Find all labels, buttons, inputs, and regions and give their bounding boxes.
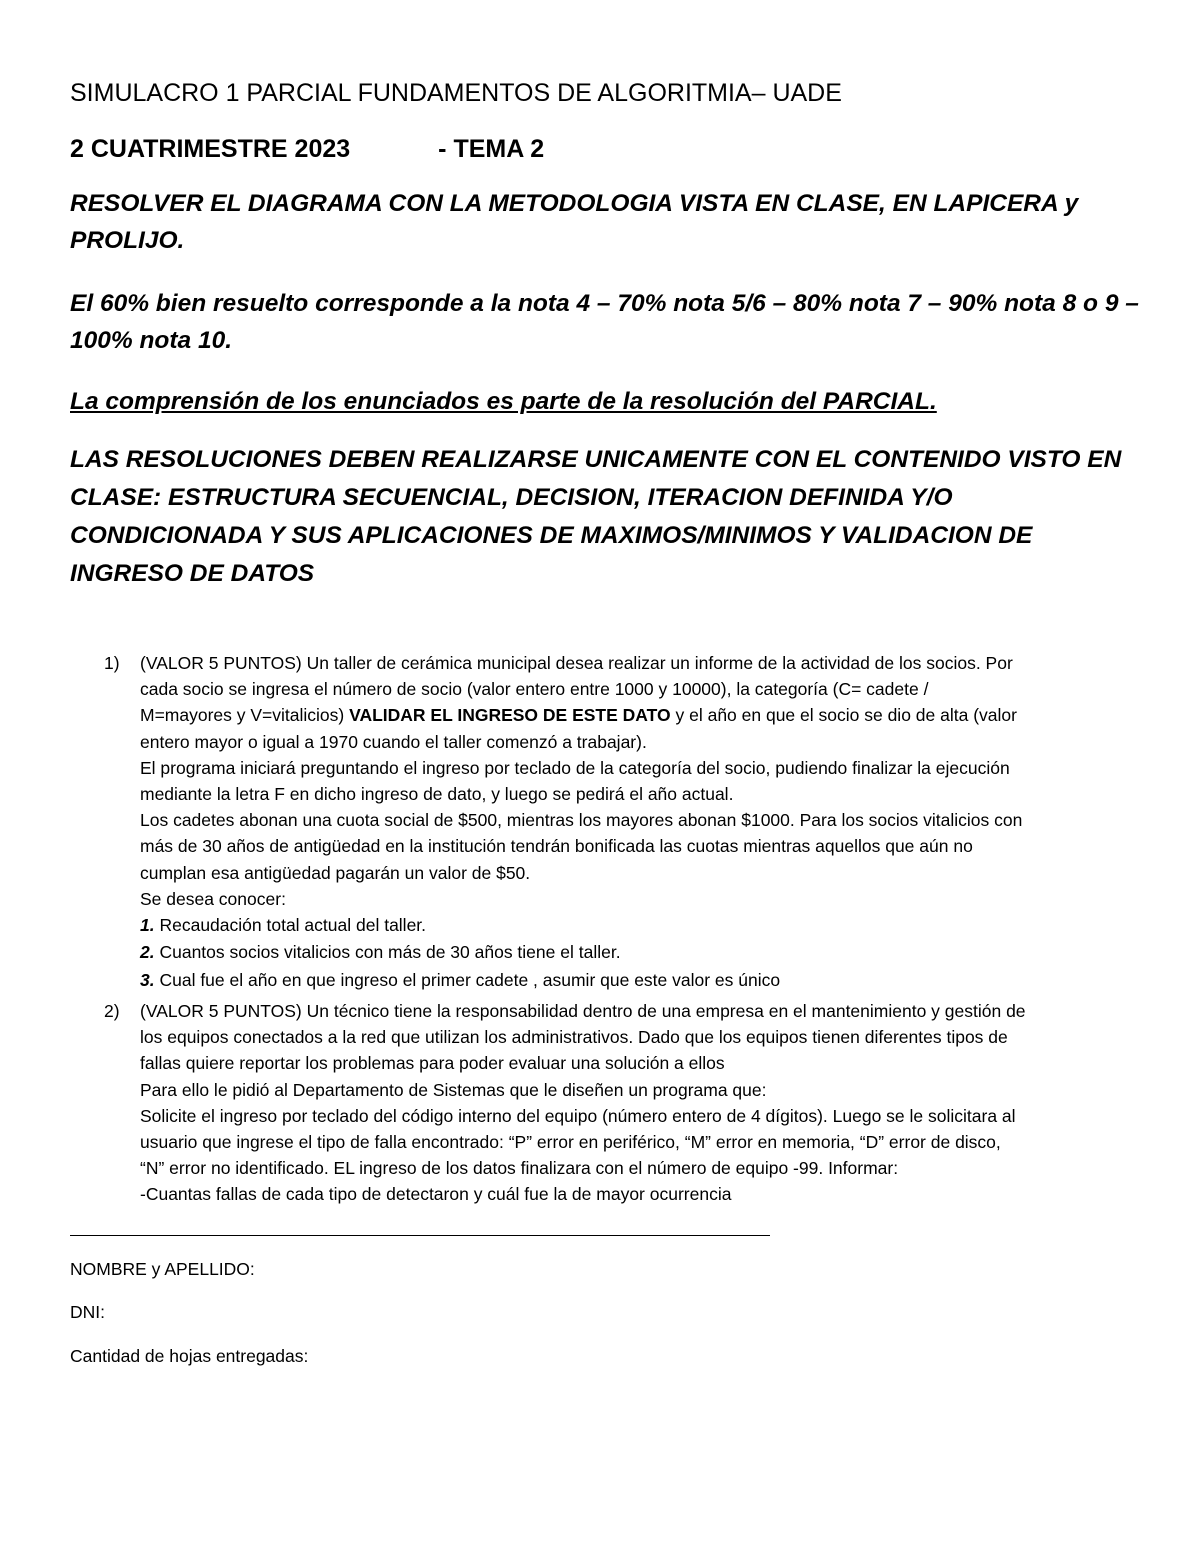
question-2-line: (VALOR 5 PUNTOS) Un técnico tiene la responsabilidad dentro de una empresa en el mantenimiento y gestión de: [140, 1001, 1026, 1021]
question-1-line: [140, 702, 1144, 728]
requirement-item: [140, 912, 1144, 940]
exam-topic: - TEMA 2: [438, 135, 545, 163]
requirement-number: 1.: [140, 914, 155, 935]
requirement-item: [140, 939, 1144, 967]
exam-term: 2 CUATRIMESTRE 2023: [70, 135, 351, 163]
question-2-line: -Cuantas fallas de cada tipo de detectaron y cuál fue la de mayor ocurrencia: [140, 1184, 732, 1205]
question-2-number: 2): [104, 1001, 120, 1021]
question-1-line: Se desea conocer:: [140, 888, 286, 909]
exam-title: [70, 76, 1145, 110]
question-2-line: fallas quiere reportar los problemas para poder evaluar una solución a ellos: [140, 1053, 725, 1074]
question-2-line: Para ello le pidió al Departamento de Sistemas que le diseñen un programa que:: [140, 1079, 767, 1100]
instruction-comprehension: La comprensión de los enunciados es parte de la resolución del PARCIAL.: [70, 388, 937, 415]
instruction-content-scope: LAS RESOLUCIONES DEBEN REALIZARSE UNICAMENTE CON EL CONTENIDO VISTO EN CLASE: ESTRUCTURA SECUENCIAL, DECISION, ITERACION DEFINIDA Y/O CONDICIONADA Y SUS APLICACIONES DE MAXIMOS/MINIMOS Y VALIDACION DE INGRESO DE DATOS: [70, 446, 1122, 587]
question-1-line: cada socio se ingresa el número de socio (valor entero entre 1000 y 10000), la categoría (C= cadete /: [140, 679, 929, 700]
question-1-line: (VALOR 5 PUNTOS) Un taller de cerámica municipal desea realizar un informe de la actividad de los socios. Por: [140, 653, 1013, 673]
instruction-method: RESOLVER EL DIAGRAMA CON LA METODOLOGIA VISTA EN CLASE, EN LAPICERA y PROLIJO.: [70, 190, 1079, 254]
requirement-number: 3.: [140, 969, 155, 990]
question-1-line: más de 30 años de antigüedad en la institución tendrán bonificada las cuotas mientras aquellos que aún no: [140, 836, 973, 857]
name-field-label: NOMBRE y APELLIDO:: [70, 1259, 255, 1279]
question-1-body: [140, 650, 1144, 994]
instruction-grading: El 60% bien resuelto corresponde a la nota 4 – 70% nota 5/6 – 80% nota 7 – 90% nota 8 o 9 – 100% nota 10.: [70, 290, 1139, 354]
requirement-number: 2.: [140, 942, 155, 963]
exam-term-line: [70, 132, 1145, 166]
question-1-number: 1): [104, 653, 120, 673]
validation-emphasis: VALIDAR EL INGRESO DE ESTE DATO: [349, 705, 671, 726]
question-1: [104, 650, 1144, 994]
requirement-item: [140, 967, 1144, 995]
sheets-count-label: Cantidad de hojas entregadas:: [70, 1346, 309, 1366]
question-2-line: usuario que ingrese el tipo de falla encontrado: “P” error en periférico, “M” error en memoria, “D” error de disco,: [140, 1131, 1001, 1152]
question-1-line: Los cadetes abonan una cuota social de $500, mientras los mayores abonan $1000. Para los socios vitalicios con: [140, 810, 1023, 831]
question-2-line: “N” error no identificado. EL ingreso de los datos finalizara con el número de equipo -99. Informar:: [140, 1158, 899, 1179]
question-1-line: entero mayor o igual a 1970 cuando el taller comenzó a trabajar).: [140, 731, 647, 752]
question-1-line: cumplan esa antigüedad pagarán un valor de $50.: [140, 862, 531, 883]
question-1-text: M=mayores y V=vitalicios): [140, 705, 350, 726]
question-2-body: [140, 998, 1144, 1208]
question-1-line: El programa iniciará preguntando el ingreso por teclado de la categoría del socio, pudiendo finalizar la ejecución: [140, 757, 1010, 778]
requirement-text: Cuantos socios vitalicios con más de 30 años tiene el taller.: [154, 942, 621, 963]
requirement-text: Cual fue el año en que ingreso el primer cadete , asumir que este valor es único: [154, 969, 781, 990]
requirement-text: Recaudación total actual del taller.: [154, 914, 427, 935]
question-1-line: mediante la letra F en dicho ingreso de dato, y luego se pedirá el año actual.: [140, 783, 734, 804]
dni-field-label: DNI:: [70, 1302, 105, 1322]
question-1-text: y el año en que el socio se dio de alta (valor: [670, 705, 1017, 726]
question-2-line: los equipos conectados a la red que utilizan los administrativos. Dado que los equipos tienen diferentes tipos de: [140, 1027, 1008, 1048]
question-2-line: Solicite el ingreso por teclado del código interno del equipo (número entero de 4 dígitos). Luego se le solicitara al: [140, 1105, 1016, 1126]
divider-line: [70, 1235, 770, 1236]
exam-title-text: SIMULACRO 1 PARCIAL FUNDAMENTOS DE ALGORITMIA– UADE: [70, 79, 842, 107]
question-2: [104, 998, 1144, 1208]
